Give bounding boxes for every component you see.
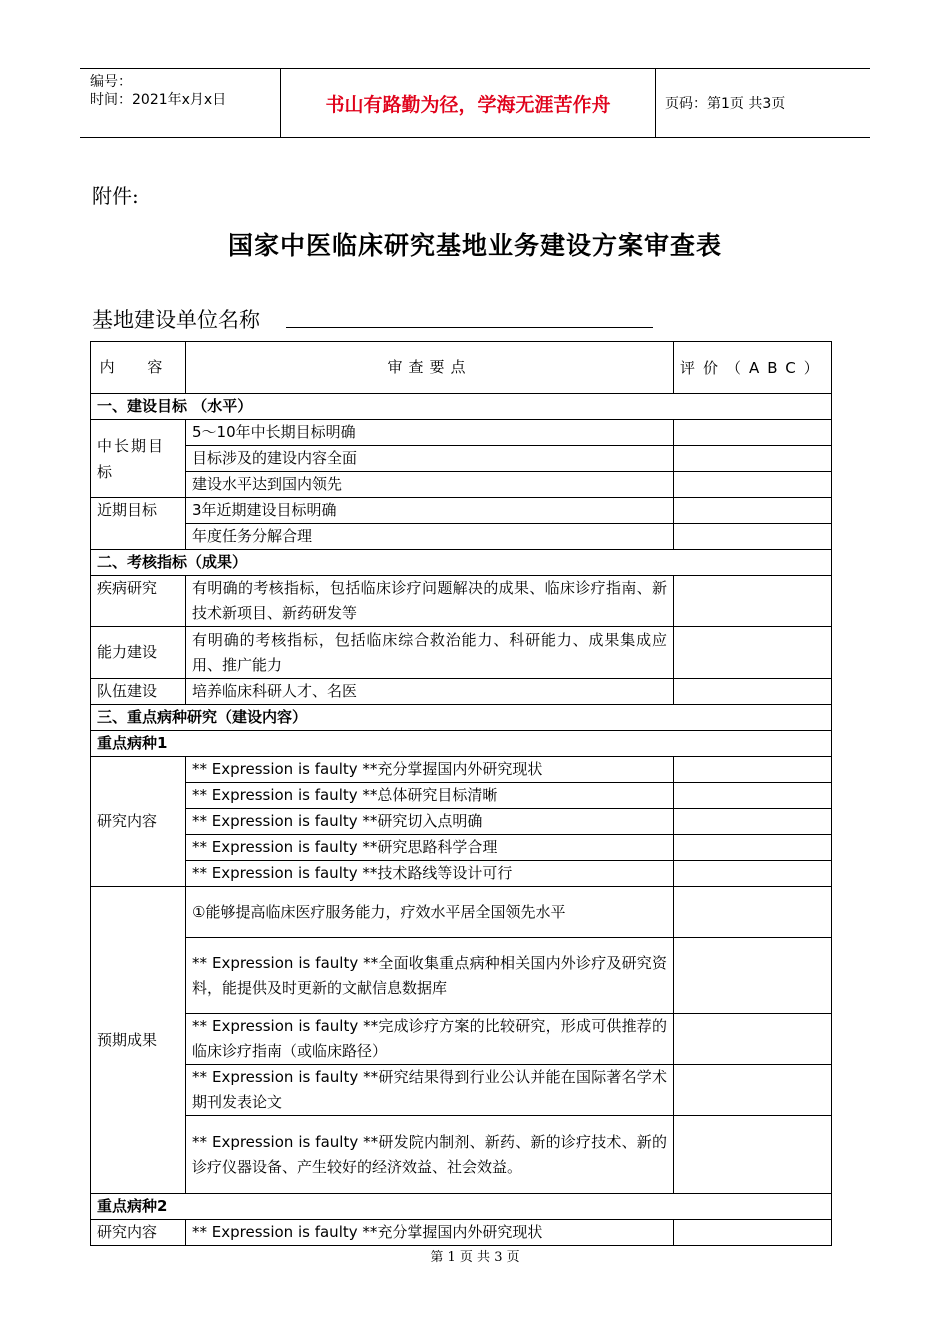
review-item: ** Expression is faulty **研发院内制剂、新药、新的诊疗技术、新的诊疗仪器设备、产生较好的经济效益、社会效益。 <box>186 1116 674 1194</box>
rating-cell[interactable] <box>674 861 832 887</box>
subsection-title: 重点病种1 <box>91 731 832 757</box>
header-content: 内 容 <box>91 342 186 394</box>
rating-cell[interactable] <box>674 1220 832 1246</box>
section-title: 三、重点病种研究（建设内容） <box>91 705 832 731</box>
time-label: 时间：2021年x月x日 <box>90 92 227 108</box>
rating-cell[interactable] <box>674 524 832 550</box>
rating-cell[interactable] <box>674 472 832 498</box>
unit-name-underline <box>286 327 653 328</box>
review-item: 有明确的考核指标，包括临床诊疗问题解决的成果、临床诊疗指南、新技术新项目、新药研发等 <box>186 576 674 627</box>
rating-cell[interactable] <box>674 498 832 524</box>
rating-cell[interactable] <box>674 783 832 809</box>
rating-cell[interactable] <box>674 627 832 679</box>
header-motto: 书山有路勤为径，学海无涯苦作舟 <box>280 69 656 137</box>
row-label: 研究内容 <box>91 1220 186 1246</box>
row-label: 近期目标 <box>91 498 186 550</box>
review-item: ** Expression is faulty **研究切入点明确 <box>186 809 674 835</box>
review-item: ** Expression is faulty **充分掌握国内外研究现状 <box>186 757 674 783</box>
review-item: 5～10年中长期目标明确 <box>186 420 674 446</box>
review-table <box>90 341 832 1246</box>
rating-cell[interactable] <box>674 446 832 472</box>
header-page-info: 页码：第1页 共3页 <box>665 96 786 112</box>
row-label: 预期成果 <box>91 887 186 1194</box>
page-header <box>80 68 870 138</box>
section-title: 一、建设目标 （水平） <box>91 394 832 420</box>
page-footer: 第 1 页 共 3 页 <box>430 1250 520 1265</box>
rating-cell[interactable] <box>674 887 832 938</box>
rating-cell[interactable] <box>674 576 832 627</box>
review-item: ** Expression is faulty **研究思路科学合理 <box>186 835 674 861</box>
review-item: 年度任务分解合理 <box>186 524 674 550</box>
row-label: 能力建设 <box>91 627 186 679</box>
review-item: 培养临床科研人才、名医 <box>186 679 674 705</box>
rating-cell[interactable] <box>674 1065 832 1116</box>
row-label: 疾病研究 <box>91 576 186 627</box>
header-rating: 评价（ABC） <box>674 342 832 394</box>
rating-cell[interactable] <box>674 757 832 783</box>
rating-cell[interactable] <box>674 420 832 446</box>
attachment-label: 附件: <box>92 184 139 208</box>
rating-cell[interactable] <box>674 1116 832 1194</box>
subsection-title: 重点病种2 <box>91 1194 832 1220</box>
rating-cell[interactable] <box>674 1014 832 1065</box>
unit-name-label: 基地建设单位名称 <box>92 308 260 332</box>
review-item: ** Expression is faulty **技术路线等设计可行 <box>186 861 674 887</box>
row-label: 队伍建设 <box>91 679 186 705</box>
code-label: 编号： <box>90 74 132 90</box>
review-item: 有明确的考核指标，包括临床综合救治能力、科研能力、成果集成应用、推广能力 <box>186 627 674 679</box>
row-label: 中长期目标 <box>91 420 186 498</box>
review-item: 目标涉及的建设内容全面 <box>186 446 674 472</box>
review-item: ** Expression is faulty **充分掌握国内外研究现状 <box>186 1220 674 1246</box>
header-review-points: 审查要点 <box>186 342 674 394</box>
document-title: 国家中医临床研究基地业务建设方案审查表 <box>227 231 722 260</box>
review-item: 建设水平达到国内领先 <box>186 472 674 498</box>
review-item: ①能够提高临床医疗服务能力，疗效水平居全国领先水平 <box>186 887 674 938</box>
rating-cell[interactable] <box>674 938 832 1014</box>
review-item: 3年近期建设目标明确 <box>186 498 674 524</box>
header-meta <box>80 69 280 137</box>
review-item: ** Expression is faulty **总体研究目标清晰 <box>186 783 674 809</box>
review-item: ** Expression is faulty **全面收集重点病种相关国内外诊疗及研究资料，能提供及时更新的文献信息数据库 <box>186 938 674 1014</box>
section-title: 二、考核指标（成果） <box>91 550 832 576</box>
rating-cell[interactable] <box>674 809 832 835</box>
table-header-row <box>91 342 832 394</box>
rating-cell[interactable] <box>674 835 832 861</box>
review-item: ** Expression is faulty **研究结果得到行业公认并能在国际著名学术期刊发表论文 <box>186 1065 674 1116</box>
row-label: 研究内容 <box>91 757 186 887</box>
rating-cell[interactable] <box>674 679 832 705</box>
review-item: ** Expression is faulty **完成诊疗方案的比较研究，形成可供推荐的临床诊疗指南（或临床路径） <box>186 1014 674 1065</box>
